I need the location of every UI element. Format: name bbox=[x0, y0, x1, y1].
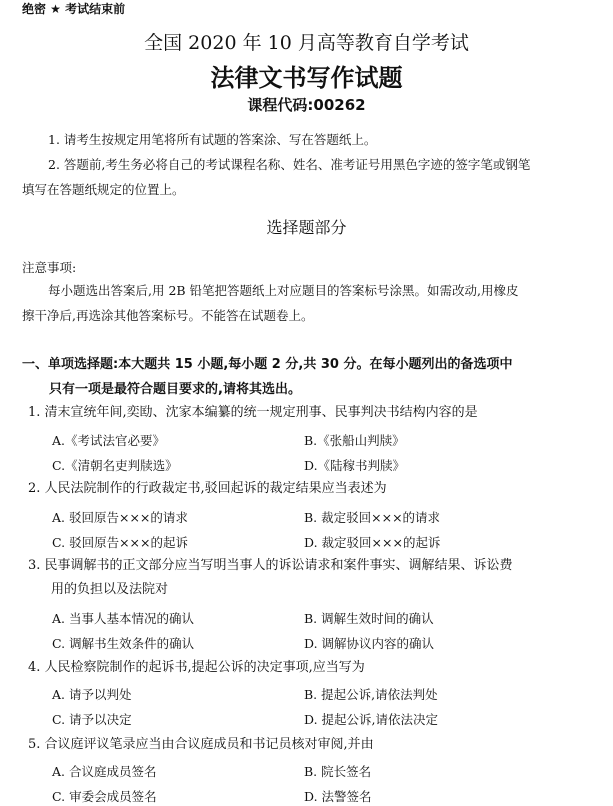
question-2-option-c: C. 驳回原告×××的起诉 bbox=[52, 535, 188, 550]
notice-text: 每小题选出答案后,用 2B 铅笔把答题纸上对应题目的答案标号涂黑。如需改动,用橡皮 擦干净后,再选涂其他答案标号。不能答在试题卷上。 bbox=[22, 283, 519, 323]
question-3-option-a: A. 当事人基本情况的确认 bbox=[52, 611, 194, 626]
question-3-option-c: C. 调解书生效条件的确认 bbox=[52, 636, 195, 651]
question-3-option-b: B. 调解生效时间的确认 bbox=[304, 611, 434, 626]
question-2-option-d: D. 裁定驳回×××的起诉 bbox=[304, 535, 441, 550]
question-4-option-c: C. 请予以决定 bbox=[52, 712, 132, 727]
instructions bbox=[22, 127, 592, 202]
exam-title: 全国 2020 年 10 月高等教育自学考试 bbox=[144, 32, 469, 54]
question-5-option-c: C. 审委会成员签名 bbox=[52, 789, 157, 804]
question-2-stem: 2. 人民法院制作的行政裁定书,驳回起诉的裁定结果应当表述为 bbox=[28, 481, 387, 496]
question-3-stem: 3. 民事调解书的正文部分应当写明当事人的诉讼请求和案件事实、调解结果、诉讼费 用的负担以及法院对 bbox=[28, 558, 513, 597]
instruction-line: 填写在答题纸规定的位置上。 bbox=[22, 182, 185, 197]
notice-heading: 注意事项: bbox=[22, 260, 77, 275]
question-3-option-d: D. 调解协议内容的确认 bbox=[304, 636, 435, 651]
section-title: 选择题部分 bbox=[266, 218, 347, 237]
question-4-option-d: D. 提起公诉,请依法决定 bbox=[304, 712, 438, 727]
question-5-option-d: D. 法警签名 bbox=[304, 789, 372, 804]
question-4-stem: 4. 人民检察院制作的起诉书,提起公诉的决定事项,应当写为 bbox=[28, 660, 365, 675]
question-4-option-b: B. 提起公诉,请依法判处 bbox=[304, 687, 438, 702]
question-1-option-a: A.《考试法官必要》 bbox=[52, 433, 166, 448]
question-5-option-b: B. 院长签名 bbox=[304, 764, 372, 779]
question-1-option-d: D.《陆稼书判牍》 bbox=[304, 458, 406, 473]
instruction-line: 2. 答题前,考生务必将自己的考试课程名称、姓名、准考证号用黑色字迹的签字笔或钢笔 bbox=[48, 157, 531, 172]
instruction-line: 1. 请考生按规定用笔将所有试题的答案涂、写在答题纸上。 bbox=[48, 132, 377, 147]
question-1-option-b: B.《张船山判牍》 bbox=[304, 433, 405, 448]
question-2-option-a: A. 驳回原告×××的请求 bbox=[52, 510, 188, 525]
question-5-option-a: A. 合议庭成员签名 bbox=[52, 764, 157, 779]
question-4-option-a: A. 请予以判处 bbox=[52, 687, 132, 702]
subject-title: 法律文书写作试题 bbox=[210, 64, 403, 92]
question-2-option-b: B. 裁定驳回×××的请求 bbox=[304, 510, 441, 525]
part-heading: 一、单项选择题:本大题共 15 小题,每小题 2 分,共 30 分。在每小题列出的备选项中 只有一项是最符合题目要求的,请将其选出。 bbox=[22, 357, 513, 397]
question-1-stem: 1. 清末宣统年间,奕劻、沈家本编纂的统一规定刑事、民事判决书结构内容的是 bbox=[28, 405, 478, 420]
course-code: 课程代码:00262 bbox=[247, 96, 366, 114]
question-1-option-c: C.《清朝名吏判牍选》 bbox=[52, 458, 178, 473]
confidential-mark: 绝密 ★ 考试结束前 bbox=[22, 2, 126, 16]
question-5-stem: 5. 合议庭评议笔录应当由合议庭成员和书记员核对审阅,并由 bbox=[28, 737, 374, 752]
